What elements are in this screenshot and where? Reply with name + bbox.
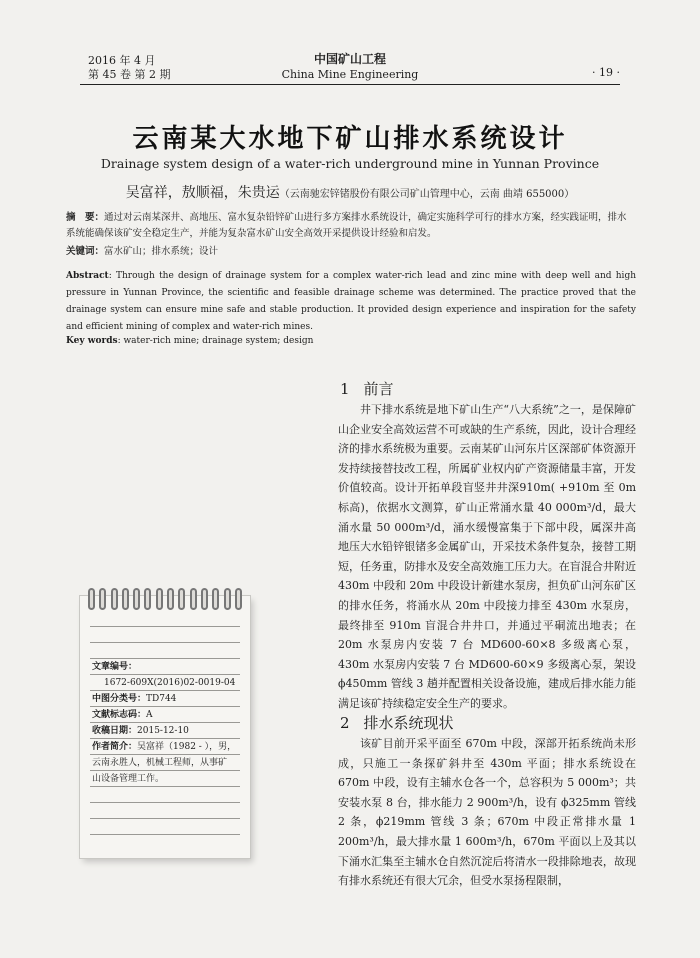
ring (133, 588, 140, 610)
author-bio-line: 山设备管理工作。 (92, 774, 165, 784)
clc-number: 中图分类号：TD744 (92, 694, 177, 704)
ring (212, 588, 219, 610)
ruled-line (90, 722, 240, 723)
ring (178, 588, 185, 610)
ruled-line (90, 738, 240, 739)
paragraph: 井下排水系统是地下矿山生产“八大系统”之一，是保障矿山企业安全高效运营不可或缺的生产系统，因此，设计合理经济的排水系统极为重要。云南某矿山河东片区深部矿体资源开发持续接替技改工程，所属矿业权内矿产资源储量丰富，开发价值较高。设计开拓单段盲竖井井深910m( +910m 至 0m 标高)，依据水文测算，矿山正常涌水量 40 000m³/d，最大涌水量 50 000m³/d，涌水缓慢富集于下部中段，属深井高地压大水铅锌银锗多金属矿山，开采技术条件复杂，接替工期短，任务重，防排水及安全高效施工压力大。在盲混合井附近 430m 中段和 20m 中段设计新建水泵房，担负矿山河东矿区的排水任务，将涌水从 20m 中段接力排至 430m 水泵房，最终排至 910m 盲混合井井口，并通过平硐流出地表；在 20m 水泵房内安装 7 台 MD600-60×8 多级离心泵，430m 水泵房内安装 7 台 MD600-60×9 多级离心泵，架设 ϕ450mm 管线 3 趟并配置相关设备设施，建成后排水能力能满足该矿持续稳定安全生产的要求。 (338, 403, 636, 710)
ring (99, 588, 106, 610)
ruled-line (90, 754, 240, 755)
ring (235, 588, 242, 610)
spiral-binding (88, 588, 242, 614)
ruled-line (90, 626, 240, 627)
section-number: 1 (340, 380, 350, 398)
article-number: 1672-609X(2016)02-0019-04 (104, 678, 236, 688)
received-date: 收稿日期：2015-12-10 (92, 726, 189, 736)
abstract-en (66, 268, 636, 336)
ruled-line (90, 818, 240, 819)
keywords-label: 关键词： (66, 246, 105, 257)
keywords-en (66, 336, 313, 346)
abstract-label: 摘 要： (66, 212, 105, 223)
section-number: 2 (340, 714, 350, 732)
page-number: · 19 · (592, 66, 620, 79)
author-line (0, 182, 700, 202)
ruled-line (90, 642, 240, 643)
ring (224, 588, 231, 610)
keywords-en-label: Key words (66, 336, 118, 346)
affiliation: （云南驰宏锌锗股份有限公司矿山管理中心，云南 曲靖 655000） (279, 189, 575, 200)
ruled-line (90, 834, 240, 835)
ring (190, 588, 197, 610)
ruled-line (90, 690, 240, 691)
keywords-text: 富水矿山；排水系统；设计 (104, 246, 219, 257)
document-code: 文献标志码：A (92, 710, 153, 720)
author-bio: 作者简介：吴富祥（1982 - ），男， (92, 742, 237, 752)
header-rule (80, 84, 620, 85)
article-info-card (80, 596, 250, 858)
section-title: 排水系统现状 (363, 714, 454, 732)
ring (111, 588, 118, 610)
ring (122, 588, 129, 610)
section-heading-1 (340, 378, 394, 399)
ruled-line (90, 674, 240, 675)
section-heading-2 (340, 712, 454, 733)
ruled-line (90, 802, 240, 803)
paragraph: 该矿目前开采平面至 670m 中段，深部开拓系统尚未形成，只施工一条探矿斜井至 430m 平面；排水系统设在 670m 中段，设有主辅水仓各一个，总容积为 5 000m³；共安装水泵 8 台，排水能力 2 900m³/h，设有 ϕ325mm 管线 2 条，ϕ219mm 管线 3 条；670m 中段正常排水量 1 200m³/h，最大排水量 1 600m³/h，670m 平面以上及其以下涌水汇集至主辅水仓自然沉淀后将清水一段排除地表，故现有排水系统还有很大冗余，但受水泵扬程限制， (338, 737, 636, 888)
abstract-cn (66, 210, 636, 242)
ruled-line (90, 786, 240, 787)
abstract-en-text: : Through the design of drainage system for a complex water-rich lead and zinc mine with deep well and high pressure in Yunnan Province, the scientific and feasible drainage scheme was determined. The practice proved that the drainage system can ensure mine safe and stable production. It provided design experience and inspiration for the safety and efficient mining of complex and water-rich mines. (66, 271, 636, 332)
authors: 吴富祥，敖顺福，朱贵运 (125, 185, 280, 201)
article-title-en: Drainage system design of a water-rich underground mine in Yunnan Province (100, 156, 600, 171)
section-body-1 (338, 400, 636, 714)
ring (156, 588, 163, 610)
ring (201, 588, 208, 610)
ruled-line (90, 770, 240, 771)
issue-volume: 第 45 卷 第 2 期 (88, 68, 171, 81)
section-body-2 (338, 734, 636, 891)
issue-date: 2016 年 4 月 (88, 54, 156, 67)
author-bio-line: 云南永胜人，机械工程师，从事矿 (92, 758, 228, 768)
ring (88, 588, 95, 610)
article-number-label: 文章编号： (92, 662, 138, 672)
article-title: 云南某大水地下矿山排水系统设计 (132, 124, 568, 154)
keywords-cn (66, 244, 636, 260)
abstract-text: 通过对云南某深井、高地压、富水复杂铅锌矿山进行多方案排水系统设计，确定实施科学可行的排水方案，经实践证明，排水系统能确保该矿安全稳定生产，并能为复杂富水矿山安全高效开采提供设计经验和启发。 (66, 212, 627, 239)
ruled-line (90, 658, 240, 659)
keywords-en-text: : water-rich mine; drainage system; design (117, 336, 314, 346)
abstract-en-label: Abstract (66, 271, 109, 281)
ruled-line (90, 706, 240, 707)
ring (144, 588, 151, 610)
section-title: 前言 (363, 380, 394, 398)
journal-name-cn: 中国矿山工程 (313, 52, 386, 66)
ring (167, 588, 174, 610)
journal-name-en: China Mine Engineering (281, 68, 419, 81)
